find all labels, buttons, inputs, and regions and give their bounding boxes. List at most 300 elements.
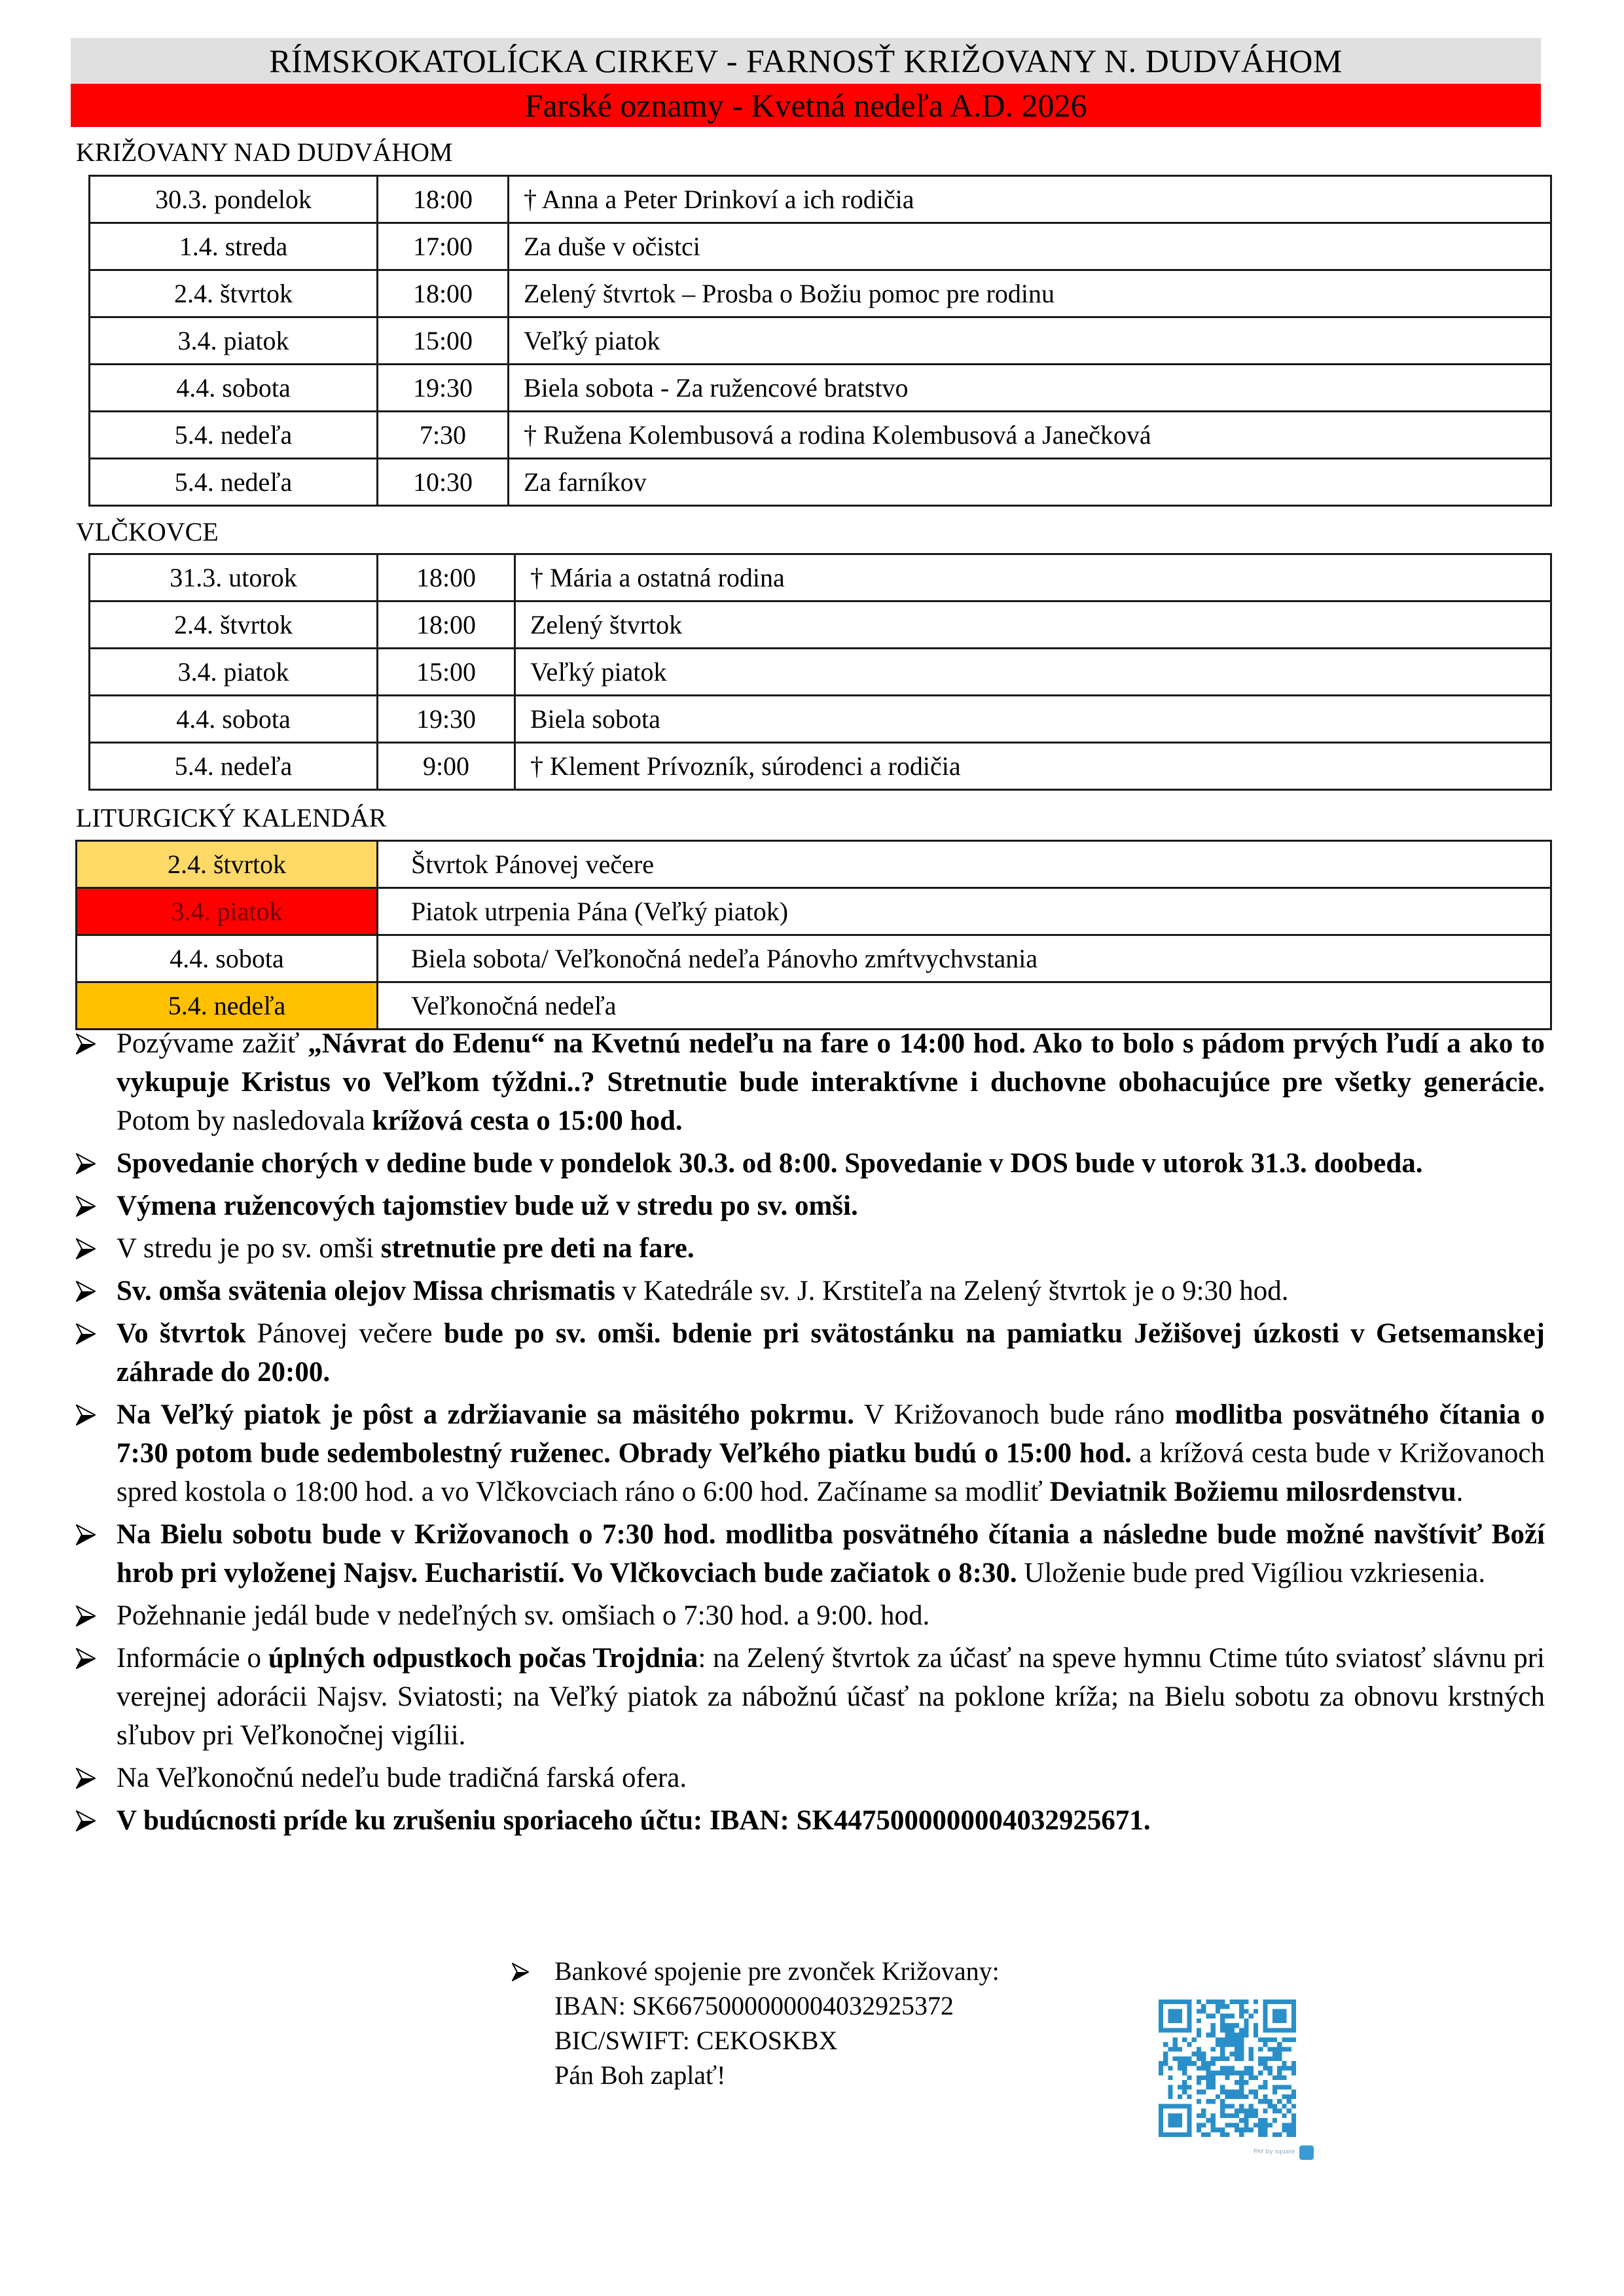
qr-module [1201,2009,1206,2013]
qr-module [1249,2056,1254,2061]
qr-module [1201,2123,1206,2127]
qr-module [1197,2066,1201,2070]
qr-module [1230,2037,1235,2042]
qr-module [1206,2071,1210,2075]
qr-module [1268,2066,1272,2070]
qr-module [1230,2033,1235,2037]
qr-module [1249,2047,1254,2051]
day-cell: 5.4. nedeľa [90,459,378,506]
qr-module [1230,2094,1235,2099]
qr-module [1291,2128,1296,2132]
bold-text: V budúcnosti príde ku zrušeniu sporiaceho účtu: IBAN: SK4475000000004032925671. [117,1805,1151,1836]
qr-module [1249,2075,1254,2080]
qr-module [1206,2075,1210,2080]
qr-module [1216,2056,1220,2061]
qr-module [1216,2128,1220,2132]
qr-module [1291,2123,1296,2127]
qr-module [1254,2033,1258,2037]
day-cell: 2.4. štvrtok [90,601,378,649]
mass-row [90,317,1551,365]
qr-module [1168,2075,1172,2080]
qr-module [1263,2123,1267,2127]
qr-module [1211,2113,1216,2118]
time-cell: 19:30 [378,365,509,412]
plain-text: : na Zelený štvrtok za účasť na speve hymnu Ctime túto sviatosť slávnu pri verejnej adorácii Najsv. Sviatosti; na Veľký piatok za nábožnú účasť na poklone kríža; na Bielu sobotu za obnovu krstných sľubov pri Veľkonočnej vigílii. [117,1643,1545,1751]
plain-text: Pánovej večere [257,1318,433,1349]
qr-module [1272,2085,1277,2089]
qr-module [1272,2104,1277,2108]
bold-text: „Návrat do Edenu“ na Kvetnú nedeľu na fare o 14:00 hod. Ako to bolo s pádom prvých ľudí a ako to vykupuje Kristus vo Veľkom týždni..? Stretnutie bude interaktívne i duchovne obohacujúce pre všetky generácie. [117,1028,1545,1098]
qr-module [1244,2023,1248,2028]
qr-module [1230,2042,1235,2047]
time-cell: 19:30 [378,696,515,743]
qr-module [1178,2094,1182,2099]
qr-module [1197,2028,1201,2032]
qr-module [1239,2104,1244,2108]
plain-text: Pozývame zažiť [117,1028,308,1059]
plain-text: a krížová cesta bude v Križovanoch spred kostola o 18:00 hod. a vo Vlčkovciach ráno o 6:00 hod. Začíname sa modliť [117,1438,1545,1507]
qr-module [1263,2056,1267,2061]
qr-module [1225,2014,1229,2018]
announcement-text [117,1643,1545,1751]
qr-module [1258,2071,1263,2075]
qr-module [1235,2033,1239,2037]
liturgical-row [77,935,1551,982]
mass-row [90,176,1551,223]
bold-text: Sv. omša svätenia olejov Missa chrismatis [117,1276,616,1306]
qr-module [1244,2123,1248,2127]
time-cell: 18:00 [378,270,509,317]
qr-module [1263,2128,1267,2132]
qr-module [1272,2047,1277,2051]
day-cell: 2.4. štvrtok [90,270,378,317]
arrow-bullet-icon [76,1524,96,1545]
arrow-bullet-icon [76,1768,96,1789]
qr-module [1225,2075,1229,2080]
qr-module [1282,2085,1286,2089]
qr-module [1263,2080,1267,2085]
liturgical-row [77,982,1551,1030]
vlckovce-mass-table [88,553,1552,791]
intention-cell: Zelený štvrtok [515,601,1551,649]
announcement-text [117,1600,929,1631]
bank-iban: IBAN: SK6675000000004032925372 [554,1991,954,2020]
qr-module [1168,2047,1172,2051]
qr-module [1239,2080,1244,2085]
qr-module [1239,2000,1244,2004]
qr-module [1287,2128,1291,2132]
announcements-list [72,1024,1545,1844]
qr-module [1272,2052,1277,2056]
qr-module [1220,2128,1225,2132]
time-cell: 7:30 [378,412,509,459]
qr-module [1197,2056,1201,2061]
qr-module [1272,2090,1277,2094]
qr-module [1244,2094,1248,2099]
bold-text: Výmena ružencových tajomstiev bude už v stredu po sv. omši. [117,1191,858,1221]
qr-module [1277,2066,1282,2070]
announcement-item [72,1395,1545,1511]
qr-module [1282,2047,1286,2051]
qr-module [1159,2071,1163,2075]
qr-module [1282,2037,1286,2042]
qr-module [1182,2037,1187,2042]
qr-finder [1187,2104,1191,2137]
qr-module [1239,2037,1244,2042]
arrow-bullet-icon [76,1605,96,1626]
qr-module [1211,2061,1216,2066]
qr-module [1220,2023,1225,2028]
qr-module [1225,2113,1229,2118]
qr-module [1249,2014,1254,2018]
intention-cell: Veľký piatok [515,649,1551,696]
qr-module [1178,2047,1182,2051]
qr-module [1249,2052,1254,2056]
announcement-item [72,1314,1545,1391]
qr-module [1258,2132,1263,2137]
qr-module [1163,2042,1168,2047]
arrow-bullet-icon [76,1033,96,1054]
qr-module [1244,2118,1248,2123]
qr-module [1197,2099,1201,2104]
announcement-item [72,1515,1545,1592]
bold-text: Na Bielu sobotu bude v Križovanoch o 7:30 hod. modlitba posvätného čítania a následne bude možné navštíviť Boží hrob pri vyloženej Najsv. Eucharistií. Vo Vlčkovciach bude začiatok o 8:30. [117,1519,1545,1588]
bold-text: Na Veľký piatok je pôst a zdržiavanie sa mäsitého pokrmu. [117,1399,855,1430]
qr-module [1192,2052,1197,2056]
liturgical-feast-cell: Piatok utrpenia Pána (Veľký piatok) [378,888,1551,935]
qr-module [1211,2028,1216,2032]
qr-module [1178,2066,1182,2070]
qr-module [1201,2061,1206,2066]
qr-module [1230,2113,1235,2118]
qr-module [1272,2118,1277,2123]
bulletin-subtitle: Farské oznamy - Kvetná nedeľa A.D. 2026 [71,84,1541,127]
qr-module [1263,2094,1267,2099]
qr-module [1206,2085,1210,2089]
intention-cell: Biela sobota - Za ružencové bratstvo [509,365,1551,412]
bold-text: Spovedanie chorých v dedine bude v pondelok 30.3. od 8:00. Spovedanie v DOS bude v utorok 31.3. doobeda. [117,1148,1423,1179]
qr-module [1216,2004,1220,2009]
qr-module [1230,2090,1235,2094]
qr-module [1239,2004,1244,2009]
mass-row [90,601,1551,649]
qr-module [1220,2099,1225,2104]
qr-module [1182,2090,1187,2094]
qr-module [1216,2071,1220,2075]
qr-module [1201,2132,1206,2137]
plain-text: V Križovanoch bude ráno [854,1399,1175,1430]
qr-module [1225,2004,1229,2009]
qr-module [1249,2113,1254,2118]
announcement-text [117,1233,695,1264]
qr-module [1258,2128,1263,2132]
qr-module [1268,2071,1272,2075]
plain-text: V stredu je po sv. omši [117,1233,381,1264]
qr-finder [1187,2000,1191,2033]
qr-module [1230,2052,1235,2056]
qr-module [1291,2037,1296,2042]
bold-text: Deviatnik Božiemu milosrdenstvu [1049,1477,1456,1507]
qr-module [1287,2109,1291,2113]
qr-module [1182,2071,1187,2075]
qr-module [1225,2132,1229,2137]
qr-module [1211,2014,1216,2018]
qr-module [1263,2118,1267,2123]
qr-module [1211,2071,1216,2075]
qr-module [1163,2052,1168,2056]
qr-module [1230,2071,1235,2075]
qr-module [1159,2061,1163,2066]
qr-module [1182,2056,1187,2061]
qr-module [1254,2123,1258,2127]
qr-module [1220,2028,1225,2032]
qr-module [1230,2123,1235,2127]
liturgical-calendar-table [75,840,1552,1030]
qr-module [1192,2037,1197,2042]
qr-module [1220,2052,1225,2056]
announcement-item [72,1144,1545,1183]
qr-module [1235,2000,1239,2004]
qr-module [1235,2052,1239,2056]
qr-module [1230,2066,1235,2070]
qr-module [1168,2085,1172,2089]
qr-module [1272,2056,1277,2061]
arrow-bullet-icon [76,1281,96,1302]
qr-module [1258,2037,1263,2042]
qr-module [1268,2123,1272,2127]
liturgical-day-cell: 2.4. štvrtok [77,841,378,888]
qr-module [1201,2004,1206,2009]
day-cell: 4.4. sobota [90,365,378,412]
qr-module [1239,2056,1244,2061]
liturgical-row [77,841,1551,888]
qr-module [1291,2071,1296,2075]
qr-module [1244,2000,1248,2004]
qr-module [1197,2113,1201,2118]
qr-module [1254,2090,1258,2094]
qr-module [1287,2094,1291,2099]
qr-module [1211,2056,1216,2061]
qr-module [1287,2085,1291,2089]
day-cell: 31.3. utorok [90,554,378,601]
qr-module [1263,2066,1267,2070]
qr-module [1254,2009,1258,2013]
qr-module [1225,2071,1229,2075]
qr-module [1239,2085,1244,2089]
qr-module [1254,2028,1258,2032]
qr-module [1282,2094,1286,2099]
qr-module [1249,2128,1254,2132]
qr-module [1239,2009,1244,2013]
qr-module [1220,2085,1225,2089]
bold-text: stretnutie pre deti na fare. [380,1233,695,1264]
section-label-krizovany: KRIŽOVANY NAD DUDVÁHOM [76,137,453,167]
qr-module [1268,2104,1272,2108]
qr-module [1197,2090,1201,2094]
intention-cell: Biela sobota [515,696,1551,743]
qr-module [1244,2109,1248,2113]
qr-module [1220,2071,1225,2075]
qr-module [1178,2056,1182,2061]
qr-module [1239,2071,1244,2075]
qr-module [1187,2075,1191,2080]
mass-row [90,223,1551,270]
qr-module [1254,2000,1258,2004]
qr-module [1197,2000,1201,2004]
bank-bic: BIC/SWIFT: CEKOSKBX [554,2026,838,2055]
liturgical-day-cell: 3.4. piatok [77,888,378,935]
qr-finder [1168,2009,1182,2023]
qr-module [1216,2000,1220,2004]
qr-module [1168,2066,1172,2070]
qr-finder [1159,2000,1163,2033]
day-cell: 30.3. pondelok [90,176,378,223]
qr-module [1225,2066,1229,2070]
qr-module [1235,2056,1239,2061]
time-cell: 17:00 [378,223,509,270]
qr-module [1239,2109,1244,2113]
qr-module [1211,2000,1216,2004]
qr-module [1225,2056,1229,2061]
qr-module [1201,2075,1206,2080]
announcement-text [117,1276,1289,1306]
qr-finder [1263,2000,1296,2004]
plain-text: v Katedrále sv. J. Krstiteľa na Zelený štvrtok je o 9:30 hod. [615,1276,1289,1306]
qr-finder [1291,2000,1296,2033]
qr-module [1220,2056,1225,2061]
mass-row [90,459,1551,506]
qr-module [1211,2099,1216,2104]
qr-module [1282,2104,1286,2108]
qr-module [1282,2066,1286,2070]
qr-finder [1159,2104,1163,2137]
qr-module [1182,2080,1187,2085]
arrow-bullet-icon [512,1963,529,1981]
liturgical-feast-cell: Veľkonočná nedeľa [378,982,1551,1030]
qr-module [1197,2033,1201,2037]
qr-module [1291,2113,1296,2118]
qr-module [1287,2132,1291,2137]
announcement-item [72,1801,1545,1840]
announcement-text [117,1148,1423,1179]
plain-text: Potom by nasledovala [117,1105,372,1136]
bold-text: modlitba posvätného čítania o 7:30 potom bude sedembolestný ruženec. Obrady Veľkého piatku budú o 15:00 hod. [117,1399,1545,1469]
qr-module [1244,2066,1248,2070]
qr-module [1197,2047,1201,2051]
qr-module [1254,2094,1258,2099]
bold-text: krížová cesta o 15:00 hod. [372,1105,683,1136]
qr-module [1268,2056,1272,2061]
intention-cell: Veľký piatok [509,317,1551,365]
qr-module [1197,2009,1201,2013]
qr-module [1291,2118,1296,2123]
qr-module [1268,2037,1272,2042]
qr-module [1201,2113,1206,2118]
qr-module [1287,2047,1291,2051]
qr-module [1230,2014,1235,2018]
intention-cell: Zelený štvrtok – Prosba o Božiu pomoc pre rodinu [509,270,1551,317]
qr-code-icon [1159,2000,1296,2137]
qr-module [1244,2009,1248,2013]
qr-module [1182,2085,1187,2089]
qr-module [1197,2018,1201,2023]
qr-module [1220,2042,1225,2047]
section-label-liturgical: LITURGICKÝ KALENDÁR [76,803,387,833]
time-cell: 18:00 [378,601,515,649]
liturgical-feast-cell: Štvrtok Pánovej večere [378,841,1551,888]
time-cell: 15:00 [378,317,509,365]
mass-row [90,696,1551,743]
qr-module [1244,2071,1248,2075]
qr-module [1244,2028,1248,2032]
qr-module [1239,2132,1244,2137]
qr-module [1258,2061,1263,2066]
qr-module [1263,2037,1267,2042]
time-cell: 10:30 [378,459,509,506]
qr-module [1249,2109,1254,2113]
qr-module [1220,2109,1225,2113]
qr-module [1225,2033,1229,2037]
qr-module [1187,2042,1191,2047]
qr-module [1244,2018,1248,2023]
announcement-item [72,1596,1545,1635]
qr-module [1263,2061,1267,2066]
qr-module [1282,2123,1286,2127]
qr-module [1225,2023,1229,2028]
qr-module [1206,2061,1210,2066]
qr-module [1287,2037,1291,2042]
qr-module [1239,2028,1244,2032]
qr-module [1235,2109,1239,2113]
pay-by-square-icon [1299,2145,1314,2160]
qr-module [1230,2000,1235,2004]
plain-text: Požehnanie jedál bude v nedeľných sv. omšiach o 7:30 hod. a 9:00. hod. [117,1600,930,1631]
qr-module [1211,2118,1216,2123]
qr-module [1159,2066,1163,2070]
qr-module [1268,2099,1272,2104]
qr-module [1254,2023,1258,2028]
qr-module [1163,2056,1168,2061]
qr-module [1220,2004,1225,2009]
arrow-bullet-icon [76,1153,96,1174]
qr-module [1220,2132,1225,2137]
announcement-item [72,1187,1545,1225]
intention-cell: † Klement Prívozník, súrodenci a rodičia [515,743,1551,790]
announcement-text [117,1399,1545,1507]
qr-finder [1263,2000,1267,2033]
qr-module [1168,2094,1172,2099]
qr-finder [1272,2009,1287,2023]
qr-module [1239,2090,1244,2094]
qr-module [1235,2113,1239,2118]
liturgical-day-cell: 4.4. sobota [77,935,378,982]
qr-module [1206,2118,1210,2123]
bold-text: úplných odpustkoch počas Trojdnia [268,1643,698,1674]
qr-module [1187,2094,1191,2099]
qr-module [1239,2128,1244,2132]
qr-module [1263,2109,1267,2113]
qr-module [1201,2056,1206,2061]
qr-module [1239,2118,1244,2123]
liturgical-row [77,888,1551,935]
mass-row [90,365,1551,412]
qr-module [1206,2033,1210,2037]
qr-module [1220,2047,1225,2051]
bank-heading: Bankové spojenie pre zvonček Križovany: [554,1956,1000,1986]
qr-module [1277,2056,1282,2061]
qr-module [1282,2075,1286,2080]
qr-module [1291,2132,1296,2137]
